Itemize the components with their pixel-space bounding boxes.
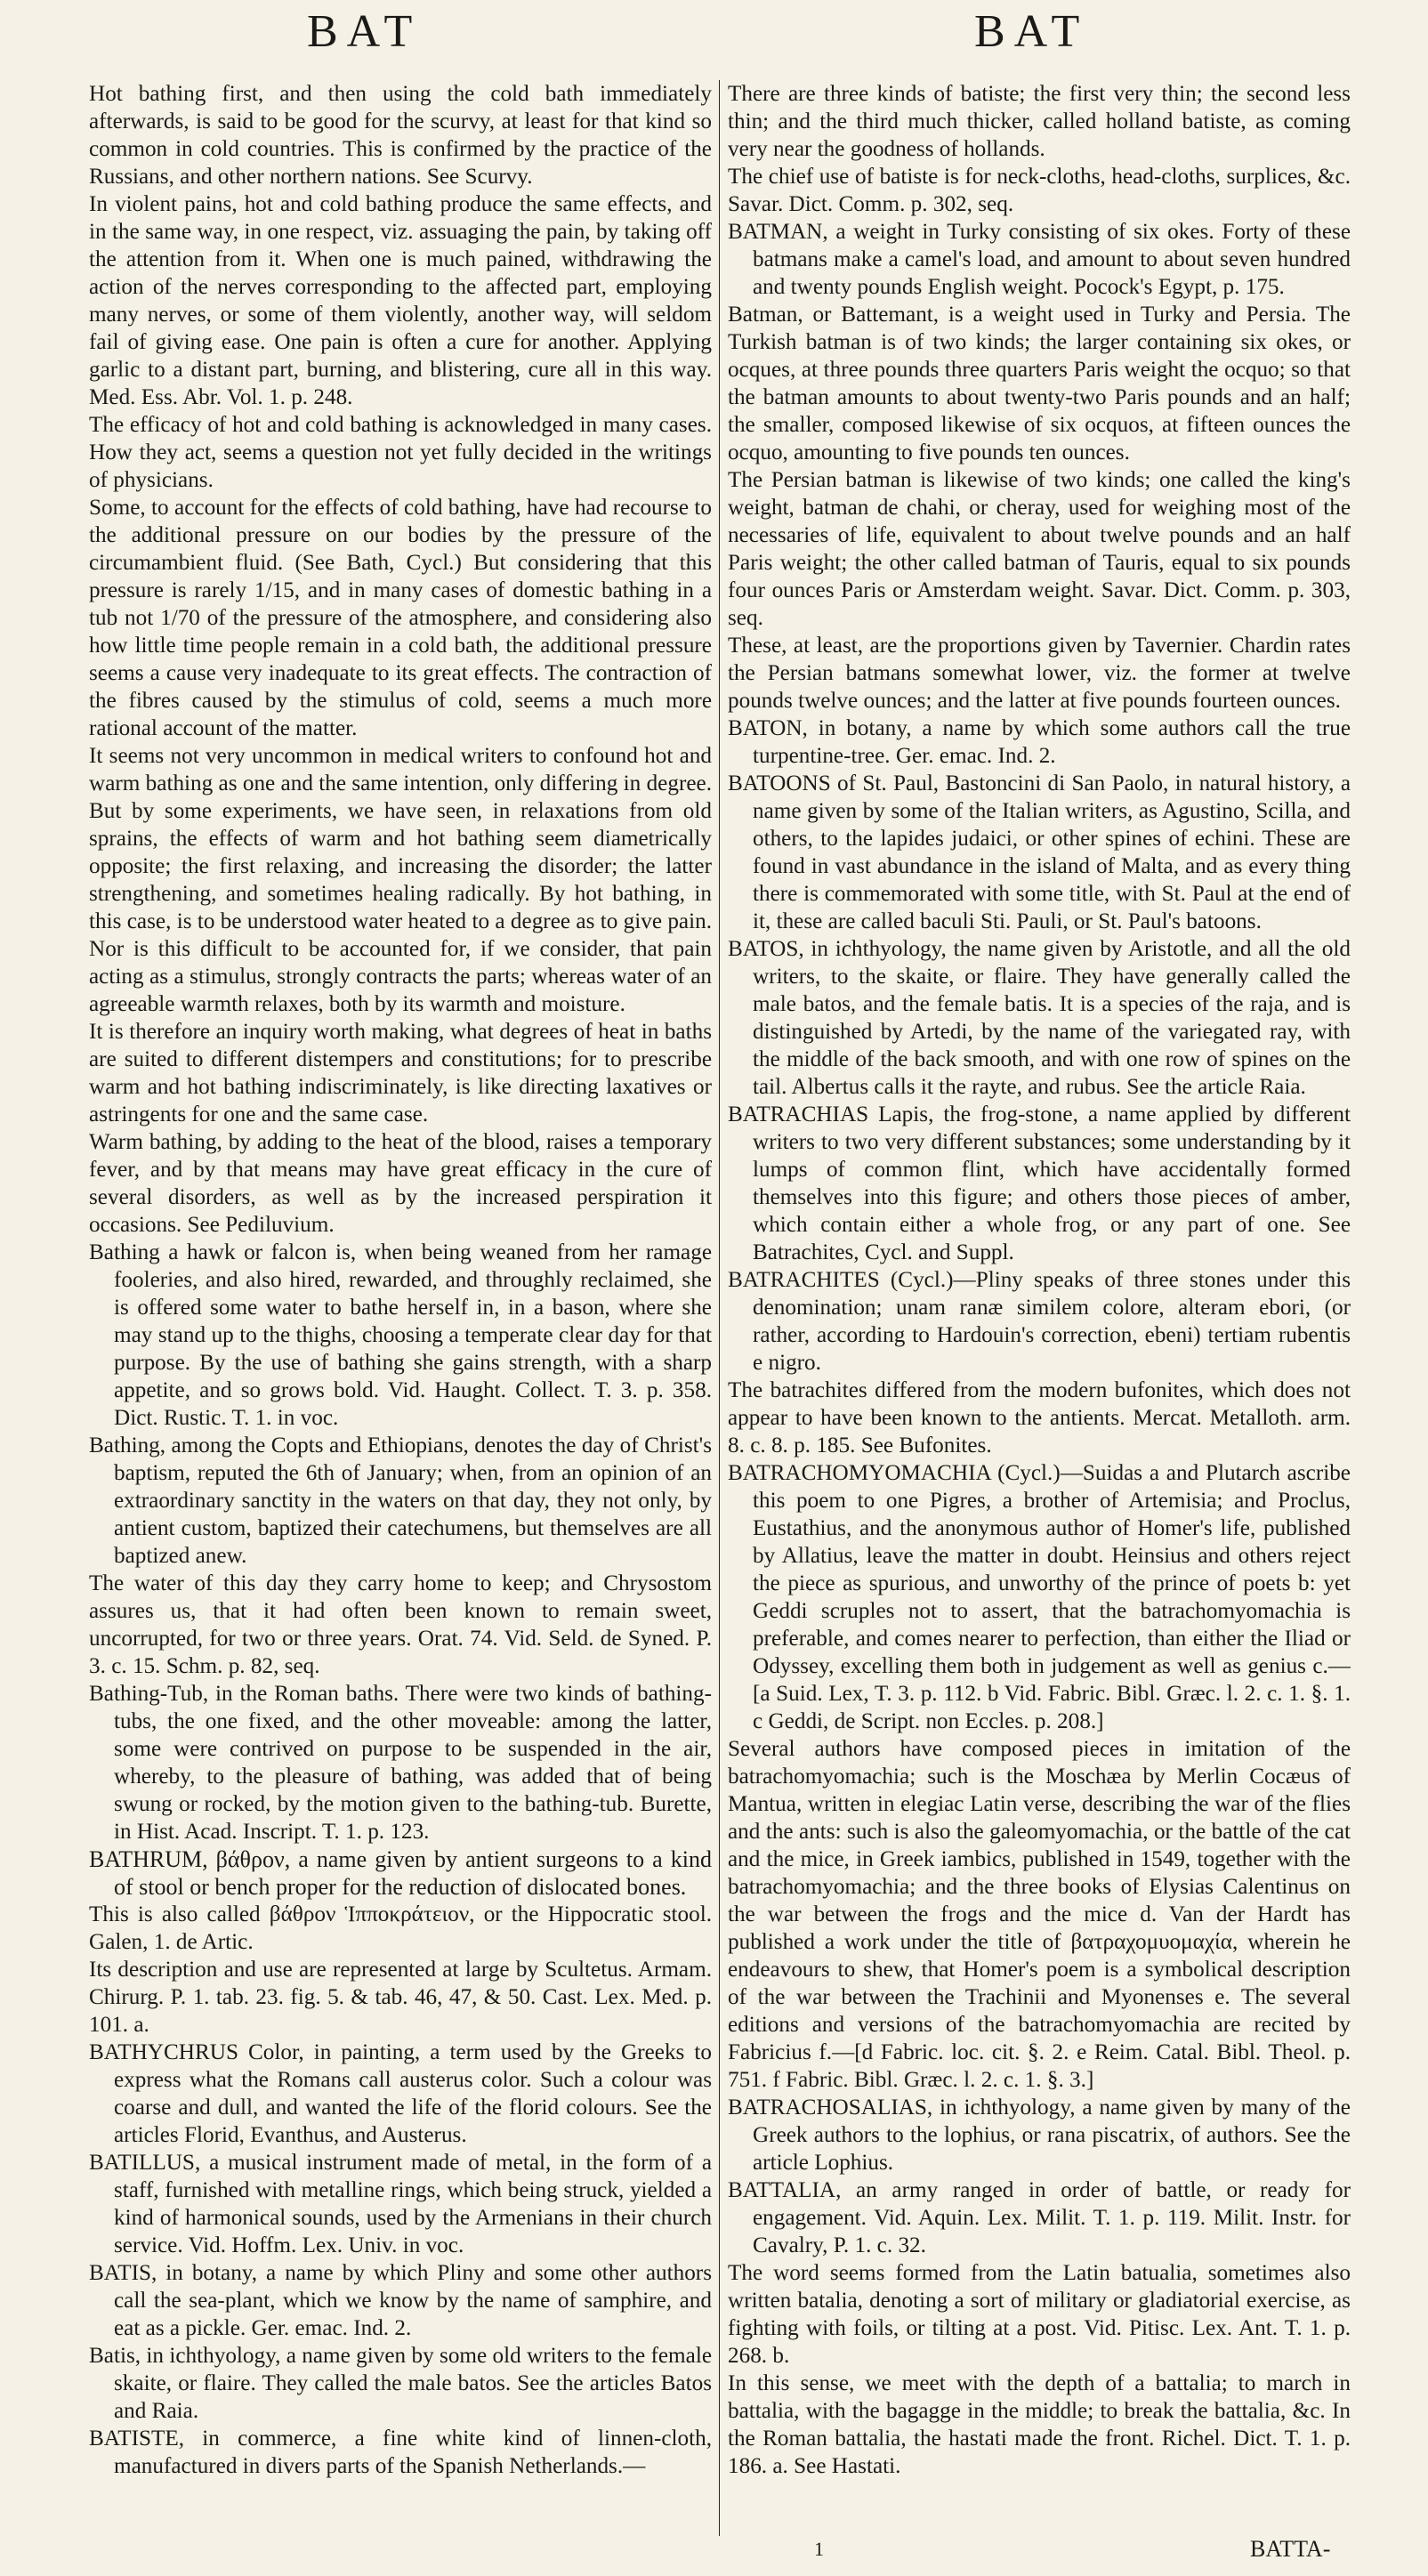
entry-batman: BATMAN, a weight in Turky consisting of six okes. Forty of these batmans make a camel's load, and amount to about seven hundred and twenty pounds English weight. Pocock's Egypt, p. 175. (728, 220, 1351, 299)
entry-baton: BATON, in botany, a name by which some authors call the true turpentine-tree. Ger. emac. Ind. 2. (728, 716, 1351, 768)
paragraph: Batman, or Battemant, is a weight used in Turky and Persia. The Turkish batman is of two kinds; the larger containing six okes, or ocques, at three pounds three quarters Paris weight the ocquo; so that the batman amounts to about twenty-two Paris pounds and an half; the smaller, composed likewise of six ocquos, at fifteen ounces the ocquo, amounting to five pounds ten ounces. (728, 303, 1351, 464)
entry-bathrum: BATHRUM, βάθρον, a name given by antient surgeons to a kind of stool or bench proper for the reduction of dislocated bones. (89, 1846, 712, 1900)
paragraph: The water of this day they carry home to keep; and Chrysostom assures us, that it had often been known to remain sweet, uncorrupted, for two or three years. Orat. 74. Vid. Seld. de Syned. P. 3. c. 15. Schm. p. 82, seq. (89, 1571, 712, 1678)
entry-bathing-hawk: Bathing a hawk or falcon is, when being weaned from her ramage fooleries, and also hired, rewarded, and throughly reclaimed, she is offered some water to bathe herself in, in a bason, where she may stand up to the thighs, choosing a temperate clear day for that purpose. By the use of bathing she gains strength, with a sharp appetite, and so grows bold. Vid. Haught. Collect. T. 3. p. 358. Dict. Rustic. T. 1. in voc. (89, 1240, 712, 1430)
entry-batos: BATOS, in ichthyology, the name given by Aristotle, and all the old writers, to the skaite, or flaire. They have generally called the male batos, and the female batis. It is a species of the raja, and is distinguished by Artedi, by the name of the variegated ray, with the middle of the back smooth, and with one row of spines on the tail. Albertus calls it the rayte, and rubus. See the article Raia. (728, 937, 1351, 1099)
right-column (728, 80, 1351, 2518)
catchword: BATTA- (1250, 2536, 1331, 2562)
paragraph: The efficacy of hot and cold bathing is acknowledged in many cases. How they act, seems a question not yet fully decided in the writings of physicians. (89, 413, 712, 492)
paragraph: This is also called βάθρον Ἱπποκράτειον, or the Hippocratic stool. Galen, 1. de Artic. (89, 1902, 712, 1954)
entry-batrachosalias: BATRACHOSALIAS, in ichthyology, a name given by many of the Greek authors to the lophius, or rana piscatrix, of authors. See the article Lophius. (728, 2096, 1351, 2175)
entry-battalia: BATTALIA, an army ranged in order of battle, or ready for engagement. Vid. Aquin. Lex. Milit. T. 1. p. 119. Milit. Instr. for Cavalry, P. 1. c. 32. (728, 2178, 1351, 2257)
entry-batrachomyomachia: BATRACHOMYOMACHIA (Cycl.)—Suidas a and Plutarch ascribe this poem to one Pigres, a brother of Artemisia; and Proclus, Eustathius, and the anonymous author of Homer's life, published by Allatius, leave the matter in doubt. Heinsius and others reject the piece as spurious, and unworthy of the prince of poets b: yet Geddi scruples not to assert, that the batrachomyomachia is preferable, and comes nearer to perfection, than either the Iliad or Odyssey, excelling them both in judgement as well as genius c.—[a Suid. Lex, T. 3. p. 112. b Vid. Fabric. Bibl. Græc. l. 2. c. 1. §. 1. c Geddi, de Script. non Eccles. p. 208.] (728, 1461, 1351, 1733)
paragraph: In violent pains, hot and cold bathing produce the same effects, and in the same way, in one respect, viz. assuaging the pain, by taking off the attention from it. When one is much pained, withdrawing the action of the nerves corresponding to the affected part, employing many nerves, or some of them violently, another way, will seldom fail of giving ease. One pain is often a cure for another. Applying garlic to a distant part, burning, and blistering, cure all in this way. Med. Ess. Abr. Vol. 1. p. 248. (89, 192, 712, 409)
paragraph: The chief use of batiste is for neck-cloths, head-cloths, surplices, &c. Savar. Dict. Comm. p. 302, seq. (728, 165, 1351, 216)
paragraph: Some, to account for the effects of cold bathing, have had recourse to the additional pressure on our bodies by the pressure of the circumambient fluid. (See Bath, Cycl.) But considering that this pressure is rarely 1/15, and in many cases of domestic bathing in a tub not 1/70 of the pressure of the atmosphere, and considering also how little time people remain in a cold bath, the additional pressure seems a cause very inadequate to its great effects. The contraction of the fibres caused by the stimulus of cold, seems a much more rational account of the matter. (89, 496, 712, 740)
paragraph: These, at least, are the proportions given by Tavernier. Chardin rates the Persian batmans somewhat lower, viz. the former at twelve pounds twelve ounces; and the latter at five pounds fourteen ounces. (728, 634, 1351, 713)
entry-batrachias: BATRACHIAS Lapis, the frog-stone, a name applied by different writers to two very different substances; some understanding by it lumps of common flint, which have accidentally formed themselves into this figure; and others those pieces of amber, which contain either a whole frog, or any part of one. See Batrachites, Cycl. and Suppl. (728, 1102, 1351, 1264)
paragraph: In this sense, we meet with the depth of a battalia; to march in battalia, with the bagagge in the middle; to break the battalia, &c. In the Roman battalia, the hastati made the front. Richel. Dict. T. 1. p. 186. a. See Hastati. (728, 2371, 1351, 2478)
entry-bathychrus: BATHYCHRUS Color, in painting, a term used by the Greeks to express what the Romans call austerus color. Such a colour was coarse and dull, and wanted the life of the florid colours. See the articles Florid, Evanthus, and Austerus. (89, 2040, 712, 2147)
entry-batoons: BATOONS of St. Paul, Bastoncini di San Paolo, in natural history, a name given by some of the Italian writers, as Agustino, Scilla, and others, to the lapides judaici, or other spines of echini. These are found in vast abundance in the island of Malta, and as every thing there is commemorated with some title, with St. Paul at the end of it, these are called baculi Sti. Pauli, or St. Paul's batoons. (728, 771, 1351, 933)
entry-batis-ichthyology: Batis, in ichthyology, a name given by some old writers to the female skaite, or flaire. They called the male batos. See the articles Batos and Raia. (89, 2344, 712, 2423)
paragraph: Hot bathing first, and then using the cold bath immediately afterwards, is said to be good for the scurvy, at least for that kind so common in cold countries. This is confirmed by the practice of the Russians, and other northern nations. See Scurvy. (89, 82, 712, 189)
entry-batrachites: BATRACHITES (Cycl.)—Pliny speaks of three stones under this denomination; unam ranæ similem colore, alteram ebori, (or rather, according to Hardouin's correction, ebeni) tertiam rubentis e nigro. (728, 1268, 1351, 1375)
paragraph: It seems not very uncommon in medical writers to confound hot and warm bathing as one and the same intention, only differing in degree. But by some experiments, we have seen, in relaxations from old sprains, the effects of warm and hot bathing seem diametrically opposite; the first relaxing, and increasing the disorder; the latter strengthening, and sometimes healing radically. By hot bathing, in this case, is to be understood water heated to a degree as to give pain. Nor is this difficult to be accounted for, if we consider, that pain acting as a stimulus, strongly contracts the parts; whereas water of an agreeable warmth relaxes, both by its warmth and moisture. (89, 744, 712, 1016)
signature-mark: 1 (814, 2538, 824, 2560)
running-head-right: BAT (974, 6, 1089, 57)
entry-bathing-copts: Bathing, among the Copts and Ethiopians, denotes the day of Christ's baptism, reputed the 6th of January; when, from an opinion of an extraordinary sanctity in the waters on that day, they not only, by antient custom, baptized their catechumens, but themselves are all baptized anew. (89, 1433, 712, 1568)
paragraph: It is therefore an inquiry worth making, what degrees of heat in baths are suited to different distempers and constitutions; for to prescribe warm and hot bathing indiscriminately, is like directing laxatives or astringents for one and the same case. (89, 1020, 712, 1126)
paragraph: The batrachites differed from the modern bufonites, which does not appear to have been known to the antients. Mercat. Metalloth. arm. 8. c. 8. p. 185. See Bufonites. (728, 1378, 1351, 1458)
left-column (89, 80, 712, 2518)
paragraph: The word seems formed from the Latin batualia, sometimes also written batalia, denoting a sort of military or gladiatorial exercise, as fighting with foils, or tilting at a post. Vid. Pitisc. Lex. Ant. T. 1. p. 268. b. (728, 2261, 1351, 2368)
paragraph: Its description and use are represented at large by Scultetus. Armam. Chirurg. P. 1. tab. 23. fig. 5. & tab. 46, 47, & 50. Cast. Lex. Med. p. 101. a. (89, 1958, 712, 2037)
entry-batiste: BATISTE, in commerce, a fine white kind of linnen-cloth, manufactured in divers parts of the Spanish Netherlands.— (89, 2427, 712, 2478)
running-head-left: BAT (307, 6, 422, 57)
entry-batillus: BATILLUS, a musical instrument made of metal, in the form of a staff, furnished with metalline rings, which being struck, yielded a kind of harmonical sounds, used by the Armenians in their church service. Vid. Hoffm. Lex. Univ. in voc. (89, 2151, 712, 2257)
paragraph: Several authors have composed pieces in imitation of the batrachomyomachia; such is the Moschæa by Merlin Cocæus of Mantua, written in elegiac Latin verse, describing the war of the flies and the ants: such is also the galeomyomachia, or the battle of the cat and the mice, in Greek iambics, published in 1549, together with the batrachomyomachia; and the three books of Elysias Calentinus on the war between the frogs and the mice d. Van der Hardt has published a work under the title of βατραχομυομαχία, wherein he endeavours to shew, that Homer's poem is a symbolical description of the war between the Trachinii and Myonenses e. The several editions and versions of the batrachomyomachia are recited by Fabricius f.—[d Fabric. loc. cit. §. 2. e Reim. Catal. Bibl. Theol. p. 751. f Fabric. Bibl. Græc. l. 2. c. 1. §. 3.] (728, 1737, 1351, 2092)
entry-bathing-tub: Bathing-Tub, in the Roman baths. There were two kinds of bathing-tubs, the one fixed, and the other moveable: among the latter, some were contrived on purpose to be suspended in the air, whereby, to the pleasure of bathing, was added that of being swung or rocked, by the motion given to the bathing-tub. Burette, in Hist. Acad. Inscript. T. 1. p. 123. (89, 1682, 712, 1844)
paragraph: Warm bathing, by adding to the heat of the blood, raises a temporary fever, and by that means may have great efficacy in the cure of several disorders, as well as by the increased perspiration it occasions. See Pediluvium. (89, 1130, 712, 1237)
column-rule (719, 80, 720, 2536)
paragraph: There are three kinds of batiste; the first very thin; the second less thin; and the third much thicker, called holland batiste, as coming very near the goodness of hollands. (728, 82, 1351, 161)
paragraph: The Persian batman is likewise of two kinds; one called the king's weight, batman de chahi, or cheray, used for weighing most of the necessaries of life, equivalent to about twelve pounds and an half Paris weight; the other called batman of Tauris, equal to six pounds four ounces Paris or Amsterdam weight. Savar. Dict. Comm. p. 303, seq. (728, 468, 1351, 630)
entry-batis-botany: BATIS, in botany, a name by which Pliny and some other authors call the sea-plant, which we know by the name of samphire, and eat as a pickle. Ger. emac. Ind. 2. (89, 2261, 712, 2340)
